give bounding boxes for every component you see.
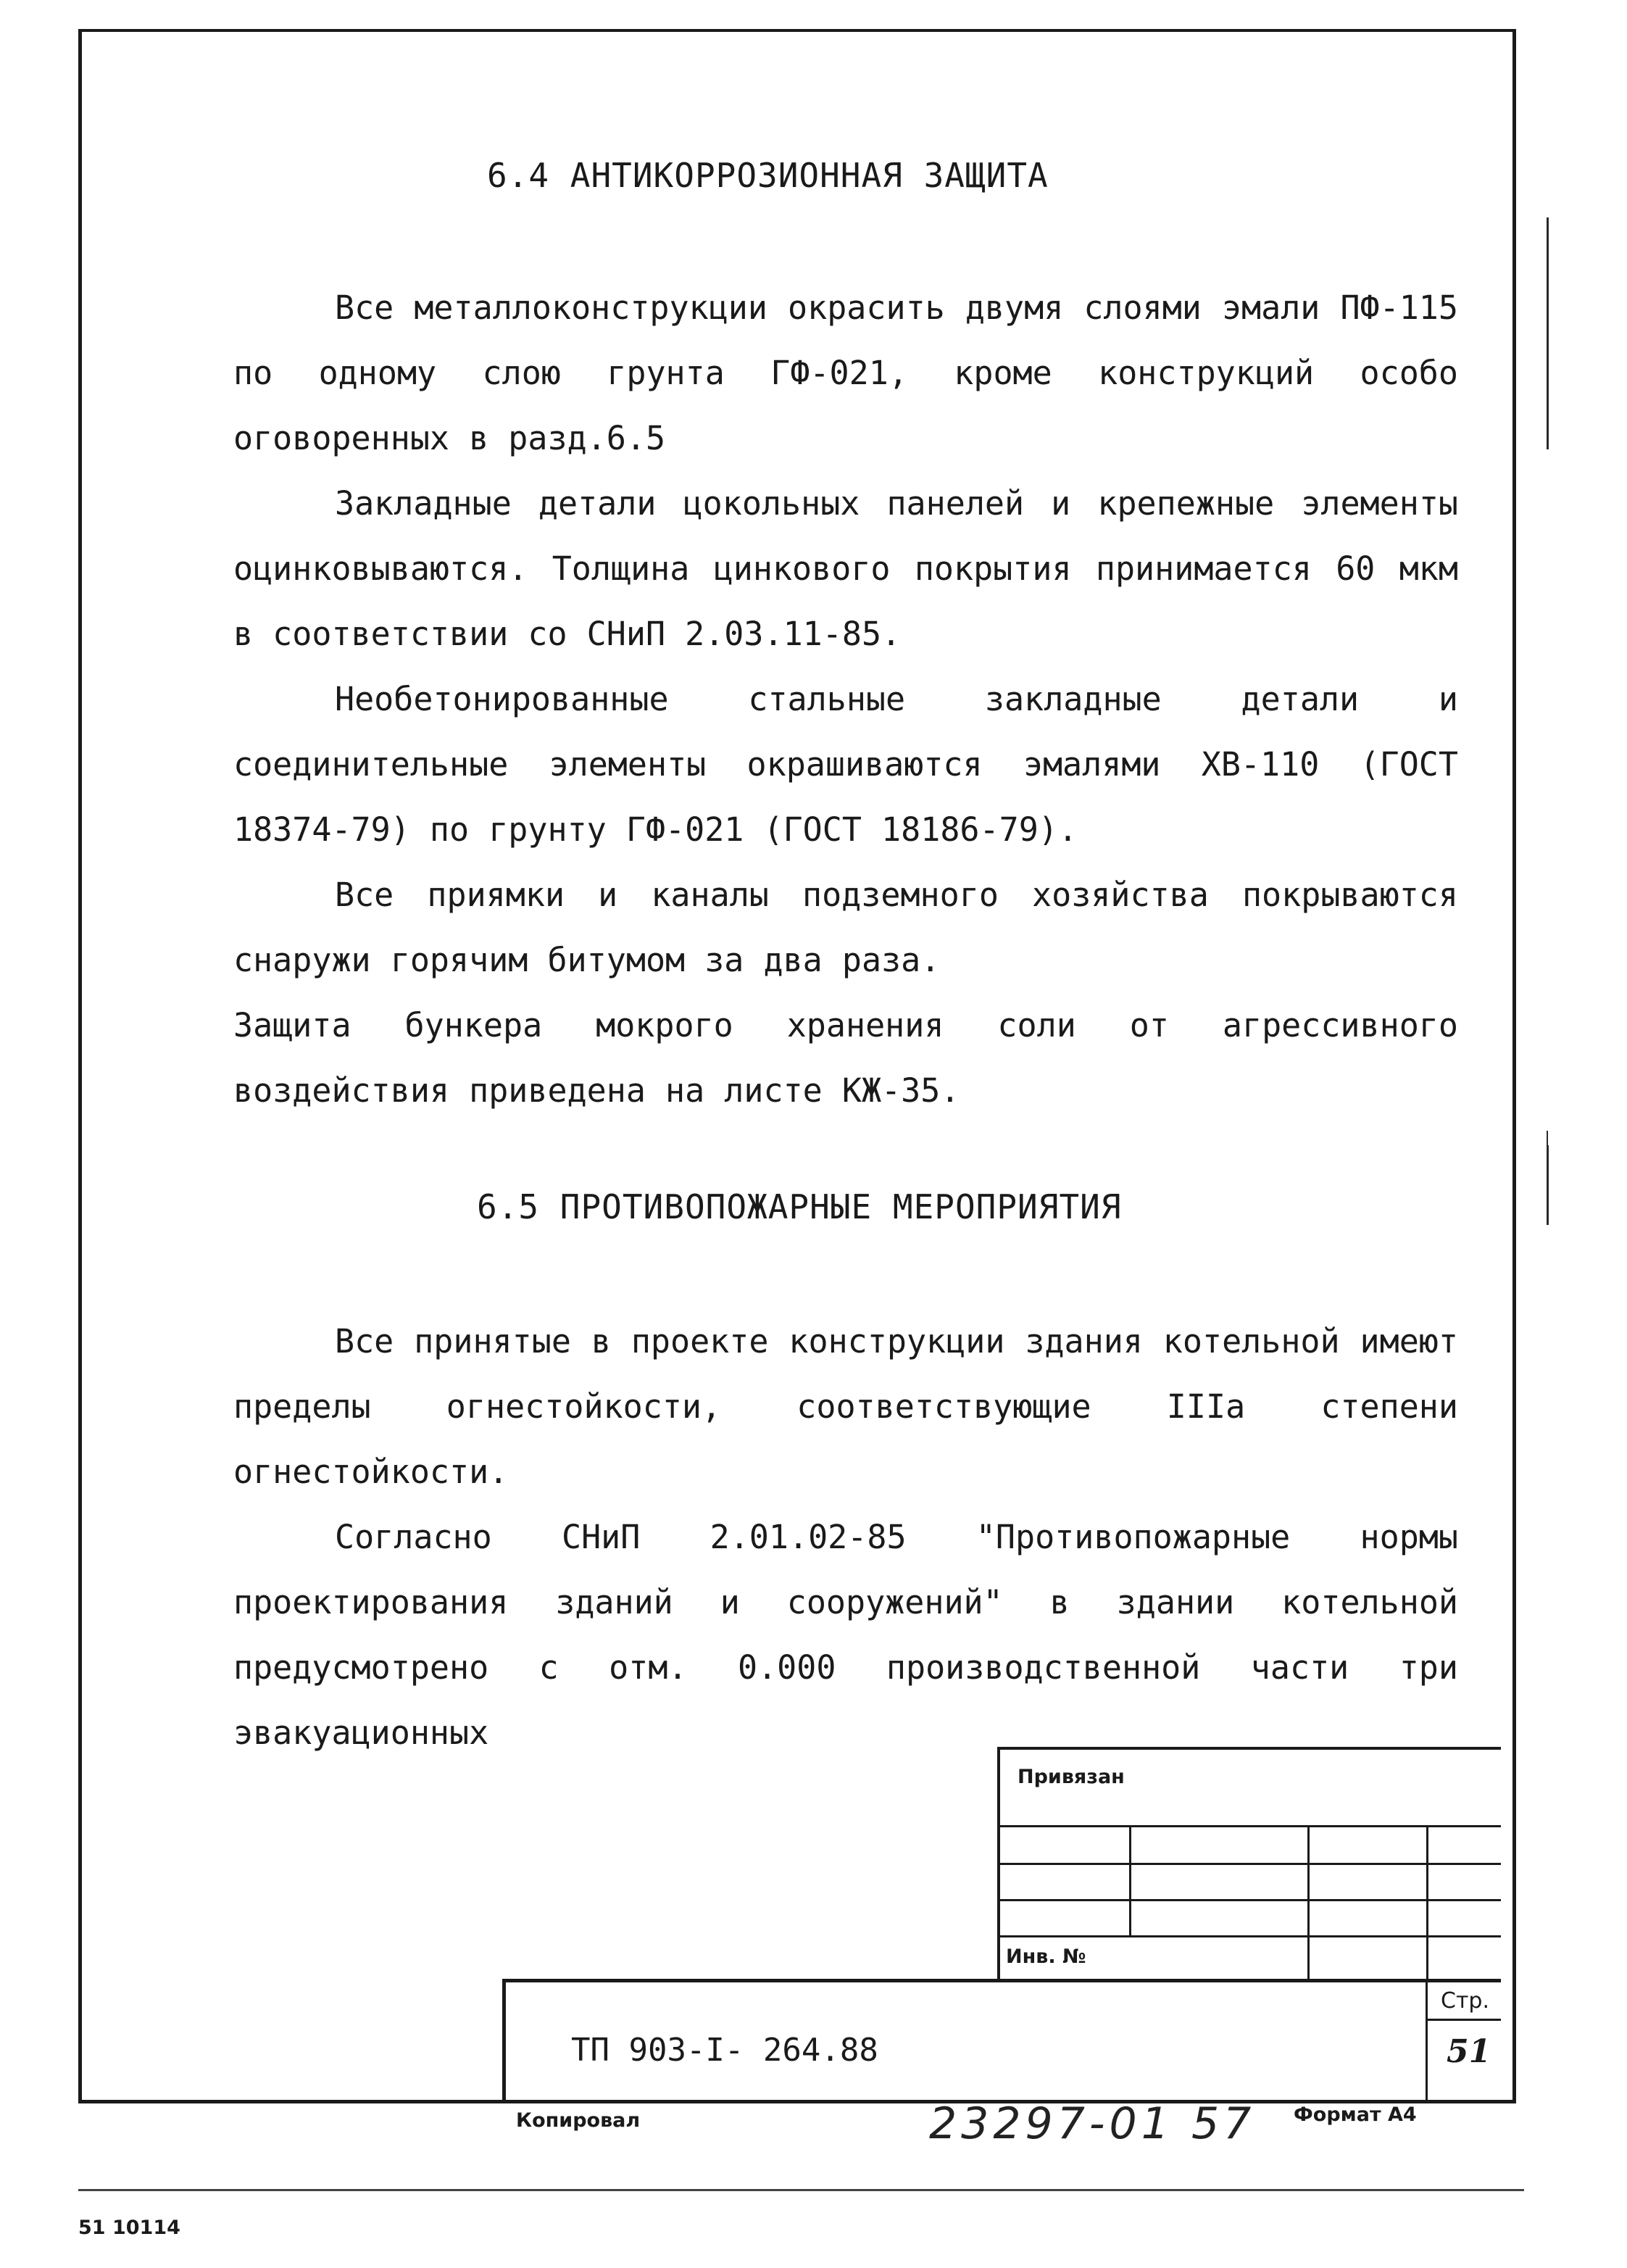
- margin-mark: [1547, 1131, 1548, 1148]
- grid-line: [1426, 1982, 1428, 2103]
- section-body-6-5: [233, 1309, 1458, 1766]
- section-body-6-4: [233, 275, 1458, 1123]
- paragraph: Все металлоконструкции окрасить двумя слоями эмали ПФ-115 по одному слою грунта ГФ-021, кроме конструкций особо оговоренных в разд.6.5: [233, 288, 1458, 457]
- paragraph: Все приямки и каналы подземного хозяйства покрываются снаружи горячим битумом за два раза.: [233, 876, 1458, 979]
- margin-mark: [1547, 217, 1549, 449]
- grid-line: [1307, 1825, 1310, 1982]
- margin-mark: [1547, 1145, 1549, 1225]
- grid-line: [1426, 2019, 1501, 2021]
- section-heading-6-4: 6.4 АНТИКОРРОЗИОННАЯ ЗАЩИТА: [487, 156, 1049, 195]
- paragraph: Защита бункера мокрого хранения соли от агрессивного воздействия приведена на листе КЖ-35.: [233, 1006, 1458, 1110]
- sheet-code: 51 10114: [78, 2217, 180, 2239]
- attached-label: Привязан: [1018, 1766, 1125, 1788]
- copied-label: Копировал: [516, 2109, 641, 2132]
- paragraph: Закладные детали цокольных панелей и крепежные элементы оцинковываются. Толщина цинкового покрытия принимается 60 мкм в соответствии со СНиП 2.03.11-85.: [233, 484, 1458, 653]
- page-label: Стр.: [1441, 1988, 1490, 2014]
- paragraph: Все принятые в проекте конструкции здания котельной имеют пределы огнестойкости, соответствующие IIIа степени огнестойкости.: [233, 1322, 1458, 1491]
- page-number: 51: [1447, 2033, 1491, 2070]
- document-code: ТП 903-I- 264.88: [571, 2032, 878, 2069]
- paragraph: Необетонированные стальные закладные детали и соединительные элементы окрашиваются эмалями ХВ-110 (ГОСТ 18374-79) по грунту ГФ-021 (ГОСТ 18186-79).: [233, 680, 1458, 849]
- grid-line: [1426, 1825, 1428, 1982]
- paragraph: Согласно СНиП 2.01.02-85 "Противопожарные нормы проектирования зданий и сооружений" в здании котельной предусмотрено с отм. 0.000 производственной части три эвакуационных: [233, 1518, 1458, 1752]
- bottom-rule: [78, 2189, 1524, 2191]
- grid-line: [1129, 1825, 1131, 1937]
- section-heading-6-5: 6.5 ПРОТИВОПОЖАРНЫЕ МЕРОПРИЯТИЯ: [477, 1187, 1122, 1226]
- inventory-label: Инв. №: [1006, 1945, 1086, 1968]
- format-label: Формат А4: [1294, 2103, 1417, 2126]
- handwritten-number: 23297-01 57: [929, 2098, 1256, 2149]
- title-block: [502, 1979, 1501, 2103]
- stamp-grid: [997, 1747, 1501, 1979]
